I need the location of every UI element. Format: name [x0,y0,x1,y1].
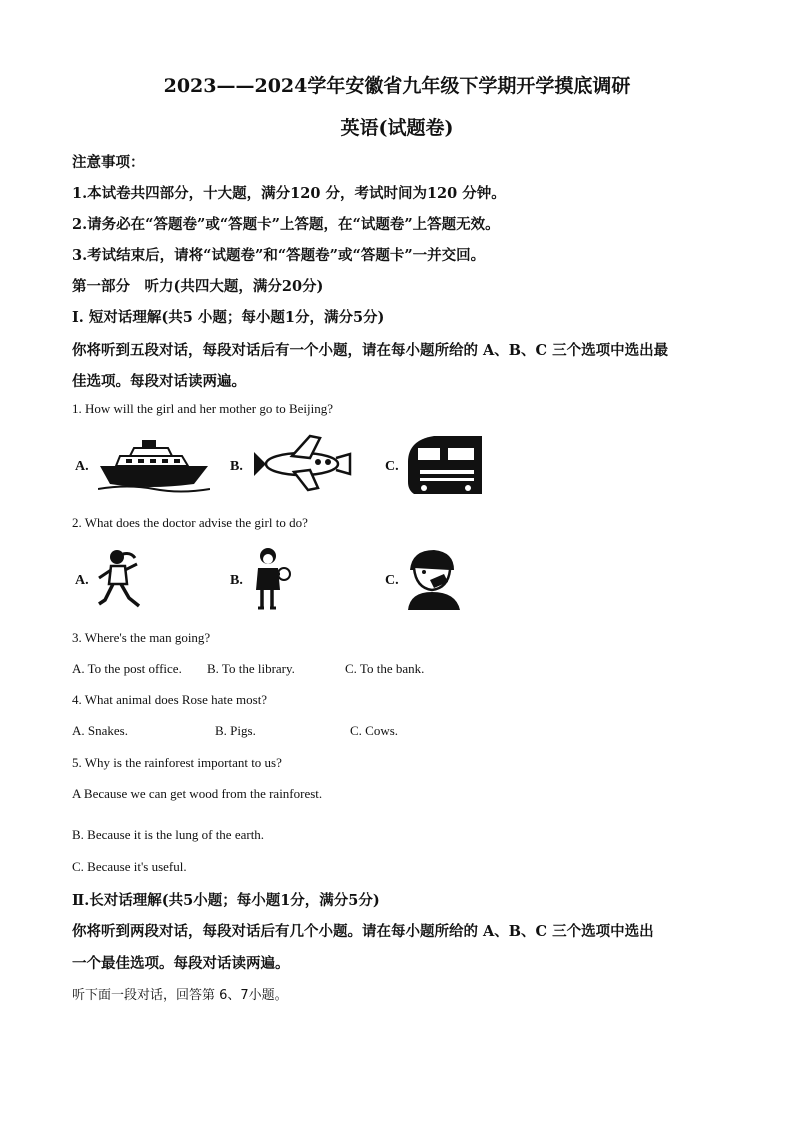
q2-option-a-label: A. [75,573,89,588]
ship-icon [98,432,210,494]
notes-heading: 注意事项： [72,154,145,171]
q2-option-b-label: B. [230,573,243,588]
q4-option-a: A. Snakes. [72,723,128,738]
boy-drinking-icon [404,548,462,610]
q3-option-a: A. To the post office. [72,661,182,676]
q1-option-b-label: B. [230,459,243,474]
listen-note: 听下面一段对话，回答第 6、7小题。 [72,988,288,1003]
q3-option-c: C. To the bank. [345,661,425,676]
question-3-text: 3. Where's the man going? [72,630,211,645]
airplane-icon [252,430,354,494]
exam-title: 2023——2024学年安徽省九年级下学期开学摸底调研 [163,75,631,97]
q5-option-b: B. Because it is the lung of the earth. [72,827,265,842]
section2-heading: Ⅱ.长对话理解(共5小题；每小题1分，满分5分) [72,892,380,909]
q1-option-c-label: C. [385,459,399,474]
q5-option-a: A Because we can get wood from the rainforest. [72,786,323,801]
running-girl-icon [95,548,143,612]
exam-subtitle: 英语(试题卷) [340,117,454,139]
note-item-3: 3.考试结束后，请将“试题卷”和“答题卷”或“答题卡”一并交回。 [72,247,486,264]
note-item-2: 2.请务必在“答题卷”或“答题卡”上答题，在“试题卷”上答题无效。 [72,216,500,233]
girl-eating-icon [250,546,294,612]
part1-heading: 第一部分 听力(共四大题，满分20分) [72,278,324,295]
q3-option-b: B. To the library. [207,661,295,676]
section2-instruction-line2: 一个最佳选项。每段对话读两遍。 [72,955,290,972]
train-icon [404,432,486,498]
note-item-1: 1.本试卷共四部分，十大题，满分120 分，考试时间为120 分钟。 [72,185,506,202]
section1-instruction-line2: 佳选项。每段对话读两遍。 [72,373,246,390]
section1-instruction-line1: 你将听到五段对话，每段对话后有一个小题，请在每小题所给的 A、B、C 三个选项中选出最 [72,342,669,359]
q1-option-a-label: A. [75,459,89,474]
question-5-text: 5. Why is the rainforest important to us? [72,755,282,770]
question-2-text: 2. What does the doctor advise the girl to do? [72,515,308,530]
q5-option-c: C. Because it's useful. [72,859,187,874]
section2-instruction-line1: 你将听到两段对话，每段对话后有几个小题。请在每小题所给的 A、B、C 三个选项中选出 [72,923,654,940]
q4-option-c: C. Cows. [350,723,399,738]
question-4-text: 4. What animal does Rose hate most? [72,692,268,707]
q2-option-c-label: C. [385,573,399,588]
question-1-text: 1. How will the girl and her mother go to Beijing? [72,401,334,416]
q4-option-b: B. Pigs. [215,723,256,738]
section1-heading: Ⅰ. 短对话理解(共5 小题；每小题1分，满分5分) [72,309,385,326]
